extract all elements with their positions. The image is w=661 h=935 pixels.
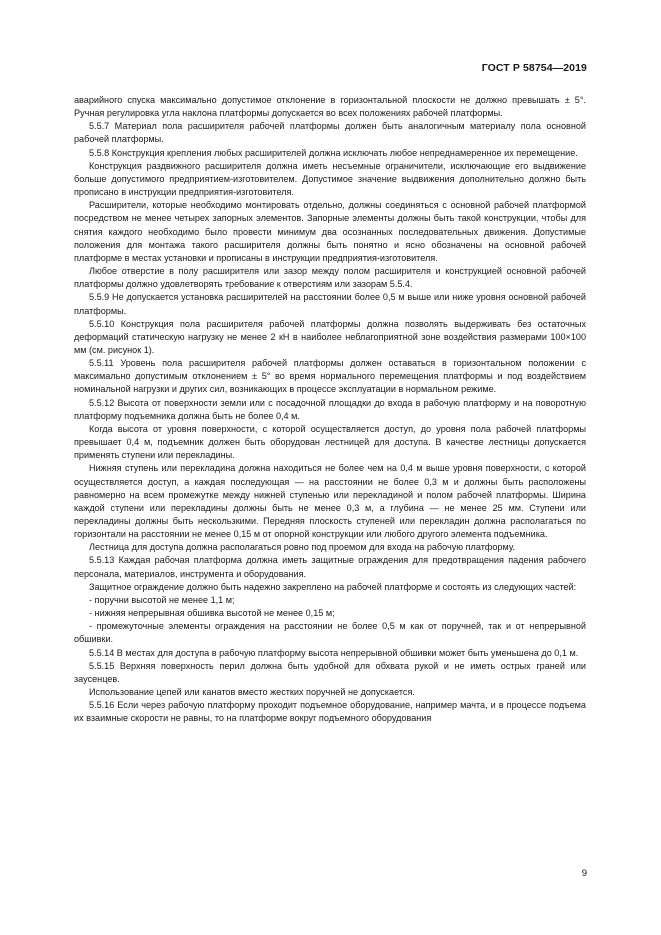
paragraph: Расширители, которые необходимо монтировать отдельно, должны соединяться с основной рабочей платформой посредством не менее четырех запорных элементов. Запорные элементы должны быть такой конструкции, чтобы для снятия каждого необходимо было провести минимум два осознанных последовательных движения. Допустимые положения для монтажа такого расширителя должны быть понятно и ясно обозначены на основной рабочей платформе в местах установки и прописаны в инструкции предприятия-изготовителя. — [74, 200, 586, 263]
paragraph: - поручни высотой не менее 1,1 м; — [89, 594, 235, 605]
paragraph: 5.5.12 Высота от поверхности земли или с посадочной площадки до входа в рабочую платформу и на поворотную платформу подъемника должна быть не более 0,4 м. — [74, 397, 586, 421]
paragraph: 5.5.13 Каждая рабочая платформа должна иметь защитные ограждения для предотвращения падения рабочего персонала, материалов, инструмента и оборудования. — [74, 555, 586, 579]
paragraph: Лестница для доступа должна располагаться ровно под проемом для входа на рабочую платформу. — [89, 542, 515, 553]
paragraph: 5.5.11 Уровень пола расширителя рабочей платформы должен оставаться в горизонтальном положении с максимально допустимым отклонением ± 5° во время нормального перемещения платформы и под воздействием номинальной нагрузки и других сил, возникающих в процессе эксплуатации в нормальном режиме. — [74, 358, 586, 395]
paragraph: аварийного спуска максимально допустимое отклонение в горизонтальной плоскости не должно превышать ± 5°. Ручная регулировка угла наклона платформы допускается во всех положениях рабочей платформы. — [74, 95, 586, 119]
paragraph: 5.5.9 Не допускается установка расширителей на расстоянии более 0,5 м выше или ниже уровня основной рабочей платформы. — [74, 292, 586, 316]
paragraph: Нижняя ступень или перекладина должна находиться не более чем на 0,4 м выше уровня поверхности, с которой осуществляется доступ, а каждая последующая — на расстоянии не более 0,3 м и должны быть расположены равномерно на всем промежутке между нижней ступенью или перекладиной и полом рабочей платформы. Ширина каждой ступени или перекладины должны быть не менее 0,3 м, а глубина — не менее 25 мм. Ступени или перекладины должны быть нескользкими. Передняя плоскость ступеней или перекладин должна располагаться по горизонтали на расстоянии не менее 0,15 м от опорной конструкции или любого другого элемента подъемника. — [74, 463, 586, 540]
paragraph: Защитное ограждение должно быть надежно закреплено на рабочей платформе и состоять из следующих частей: — [89, 581, 577, 592]
paragraph: 5.5.15 Верхняя поверхность перил должна быть удобной для обхвата рукой и не иметь острых граней или заусенцев. — [74, 660, 586, 684]
paragraph: Конструкция раздвижного расширителя должна иметь несъемные ограничители, исключающие его выдвижение больше допустимого предприятием-изготовителем. Допустимое значение выдвижения дополнительно должно быть прописано в инструкции предприятия-изготовителя. — [74, 160, 586, 198]
standard-header: ГОСТ Р 58754—2019 — [481, 62, 587, 74]
page-number: 9 — [581, 868, 587, 879]
paragraph: 5.5.14 В местах для доступа в рабочую платформу высота непрерывной обшивки может быть уменьшена до 0,1 м. — [89, 647, 579, 658]
paragraph: 5.5.8 Конструкция крепления любых расширителей должна исключать любое непреднамеренное их перемещение. — [89, 147, 578, 158]
paragraph: - промежуточные элементы ограждения на расстоянии не более 0,5 м как от поручней, так и от непрерывной обшивки. — [74, 621, 586, 645]
paragraph: Использование цепей или канатов вместо жестких поручней не допускается. — [89, 687, 415, 698]
paragraph: Когда высота от уровня поверхности, с которой осуществляется доступ, до уровня пола рабочей платформы превышает 0,4 м, подъемник должен быть оборудован лестницей для доступа. В качестве лестницы допускается применять ступени или перекладины. — [74, 423, 586, 461]
paragraph: 5.5.7 Материал пола расширителя рабочей платформы должен быть аналогичным материалу пола основной рабочей платформы. — [74, 121, 586, 145]
paragraph: Любое отверстие в полу расширителя или зазор между полом расширителя и конструкцией основной рабочей платформы должно удовлетворять требование к отверстиям или зазорам 5.5.4. — [74, 266, 586, 290]
paragraph: - нижняя непрерывная обшивка высотой не менее 0,15 м; — [89, 608, 335, 619]
paragraph: 5.5.16 Если через рабочую платформу проходит подъемное оборудование, например мачта, и в процессе подъема их взаимные скорости не равны, то на платформе вокруг подъемного оборудования — [74, 700, 586, 724]
body-text — [74, 94, 586, 726]
paragraph: 5.5.10 Конструкция пола расширителя рабочей платформы должна позволять выдерживать без остаточных деформаций статическую нагрузку не менее 2 кН в наиболее неблагоприятной зоне воздействия размерами 100×100 мм (см. рисунок 1). — [74, 318, 586, 355]
